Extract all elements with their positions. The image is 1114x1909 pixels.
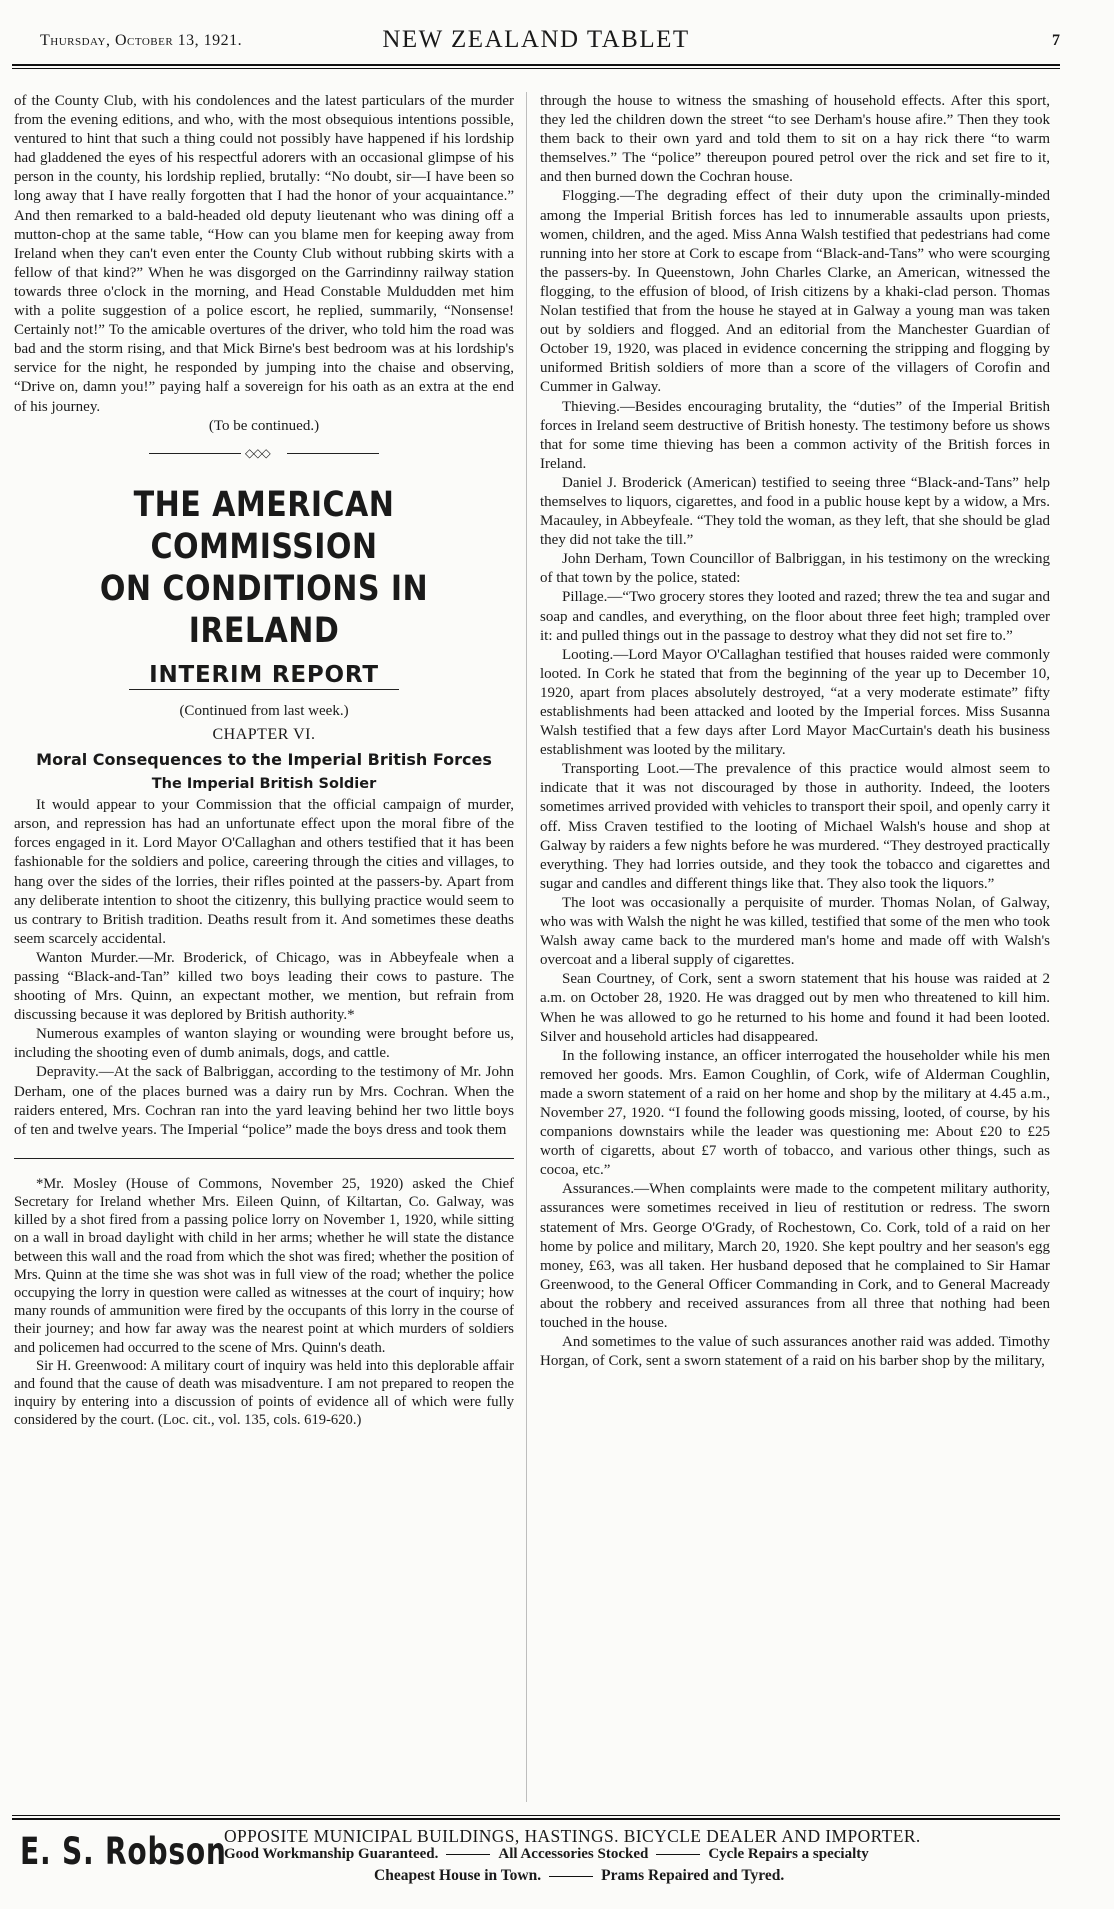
chapter-heading: CHAPTER VI. xyxy=(212,725,316,743)
article-paragraph: And sometimes to the value of such assurances another raid was added. Timothy Horgan, of Cork, sent a sworn statement of a raid on his barber shop by the military, xyxy=(540,1334,1050,1370)
article-paragraph: Thieving.—Besides encouraging brutality, the “duties” of the Imperial British forces in Ireland seem destructive of British honesty. The testimony before us shows that for some time thieving has been a common activity of the British forces in Ireland. xyxy=(540,398,1050,472)
issue-date: Thursday, October 13, 1921. xyxy=(40,32,243,49)
article-paragraph: Looting.—Lord Mayor O'Callaghan testified that houses raided were commonly looted. In Cork he stated that from the beginning of the year up to December 10, 1920, apart from places absolutely destroyed, “at a very moderate estimate” fifty establishments had been attacked and looted by the Imperial forces. Miss Susanna Walsh testified that a few days after Lord Mayor MacCurtain's death his business establishment was looted by the military. xyxy=(540,646,1050,759)
article-paragraph: Daniel J. Broderick (American) testified to seeing three “Black-and-Tans” help themselves to liquors, cigarettes, and food in a public house kept by a widow, a Mrs. Macauley, in Abbeyfeale. “They told the woman, as they left, that she should be glad they did not take the till.” xyxy=(540,474,1050,549)
article-paragraph: Assurances.—When complaints were made to the competent military authority, assurances were sometimes received in lieu of restitution or redress. The sworn statement of Mrs. George O'Grady, of Rochestown, Co. Cork, told of a raid on her home by police and military, March 20, 1920. She kept poultry and her season's egg money, £63, was all taken. Her husband deposed that he complained to Sir Hamar Greenwood, to the General Officer Commanding in Cork, and to General Macready about the robbery and received assurances from all three that nothing had been touched in the house. xyxy=(540,1181,1050,1331)
article-paragraph: John Derham, Town Councillor of Balbriggan, in his testimony on the wrecking of that town by the police, stated: xyxy=(540,551,1050,587)
footnote-paragraph: *Mr. Mosley (House of Commons, November 25, 1920) asked the Chief Secretary for Ireland whether Mrs. Eileen Quinn, of Kiltartan, Co. Galway, was killed by a shot fired from a passing police lorry on November 1, 1920, while sitting on a wall in broad daylight with child in her arms; whether he will state the distance between this wall and the road from which the shot was fired; whether the position of Mrs. Quinn at the time she was shot was in full view of the road; whether the police occupying the lorry in question were called as witnesses at the court of inquiry; how many rounds of ammunition were fired by the occupants of this lorry in the course of their journey; and how far away was the nearest point at which murders of soldiers and policemen had occurred to the scene of Mrs. Quinn's death. xyxy=(14,1175,514,1356)
footnote-paragraph: Sir H. Greenwood: A military court of inquiry was held into this deplorable affair and found that the cause of death was misadventure. I am not prepared to reopen the inquiry by entering into a discussion of points of evidence all of which were fully considered by the court. (Loc. cit., vol. 135, cols. 619-620.) xyxy=(14,1357,514,1429)
article-paragraph: through the house to witness the smashing of household effects. After this sport, they led the children down the street “to see Derham's house afire.” Then they took them back to their own yard and told them to sit on a hay rick there “to warm themselves.” The “police” thereupon poured petrol over the rick and set fire to it, and then burned down the Cochran house. xyxy=(540,93,1050,186)
page-number: 7 xyxy=(1052,32,1060,49)
article-paragraph: In the following instance, an officer interrogated the householder while his men removed her goods. Mrs. Eamon Coughlin, of Cork, wife of Alderman Coughlin, made a sworn statement of a raid on her home and shop by the military at 4.45 a.m., November 27, 1920. “I found the following goods missing, looted, of course, by his companions downstairs while the leader was questioning me: About £20 to £25 worth of cigaretts, about £7 worth of tobacco, and various other things, such as cocoa, etc.” xyxy=(540,1047,1050,1179)
advert-services-line xyxy=(224,1846,869,1863)
advert-prams: Prams Repaired and Tyred. xyxy=(601,1867,785,1884)
section-heading: Moral Consequences to the Imperial British Forces xyxy=(36,749,492,769)
column-divider xyxy=(526,92,527,1802)
article-paragraph: Depravity.—At the sack of Balbriggan, according to the testimony of Mr. John Derham, one of the places burned was a dairy run by Mrs. Cochran. When the raiders entered, Mrs. Cochran ran into the yard leaving behind her two little boys of ten and twelve years. The Imperial “police” made the boys dress and took them xyxy=(14,1064,514,1138)
advert-cheapest: Cheapest House in Town. xyxy=(374,1867,542,1884)
article-paragraph: It would appear to your Commission that the official campaign of murder, arson, and repression has had an unfortunate effect upon the moral fibre of the forces engaged in it. Lord Mayor O'Callaghan and others testified that it has been fashionable for the soldiers and police, careering through the cities and villages, to hang over the sides of the lorries, their rifles pointed at the passers-by. Apart from any deliberate intention to shoot the citizenry, this bullying practice would seem to us contrary to British tradition. Deaths result from it. And sometimes these deaths seem scarcely accidental. xyxy=(14,797,514,947)
article-paragraph: Pillage.—“Two grocery stores they looted and razed; threw the tea and sugar and soap and candles, and everything, on the floor about three feet high; trampled over it: and pulled things out in the passage to destroy what they did not set fire to.” xyxy=(540,589,1050,644)
advert-address-line: OPPOSITE MUNICIPAL BUILDINGS, HASTINGS. BICYCLE DEALER AND IMPORTER. xyxy=(224,1826,921,1846)
left-column xyxy=(14,92,514,1430)
right-column xyxy=(540,92,1050,1371)
masthead-rule xyxy=(12,64,1060,69)
advert-accessories: All Accessories Stocked xyxy=(498,1846,649,1862)
article-paragraph: Wanton Murder.—Mr. Broderick, of Chicago, was in Abbeyfeale when a passing “Black-and-Tan” killed two boys leading their cows to pasture. The shooting of Mrs. Quinn, an expectant mother, we mention, but refrain from discussing because it was deplored by British authority.* xyxy=(14,949,514,1024)
masthead xyxy=(12,26,1060,66)
footnote-rule xyxy=(14,1158,514,1159)
newspaper-title: NEW ZEALAND TABLET xyxy=(382,26,690,53)
footnote xyxy=(14,1175,514,1430)
article-title xyxy=(49,484,479,652)
advert-repairs: Cycle Repairs a specialty xyxy=(708,1846,869,1862)
advertisement xyxy=(12,1824,1060,1894)
section-ornament: ◇◇◇ xyxy=(149,446,379,462)
article-title-line-1: THE AMERICAN COMMISSION xyxy=(133,484,395,567)
article-paragraph: Numerous examples of wanton slaying or wounding were brought before us, including the shooting even of dumb animals, dogs, and cattle. xyxy=(14,1026,514,1062)
to-be-continued: (To be continued.) xyxy=(208,417,320,434)
serial-paragraph: of the County Club, with his condolences and the latest particulars of the murder from the evening editions, and who, with the most obsequious intentions possible, ventured to hint that such a thing could not possibly have happened if his lordship had gladdened the eyes of his respectful adorers with an occasional glimpse of his person in the county, his lordship replied, brutally: “No doubt, sir—I have been so long away that I have really forgotten that I had the honor of your acquaintance.” And then remarked to a bald-headed old deputy lieutenant who was dining off a mutton-chop at the same table, “How can you blame men for keeping away from Ireland when they can't even enter the County Club without rubbing skirts with a fellow of that kind?” When he was disgorged on the Garrindinny railway station towards three o'clock in the morning, and Head Constable Muldudden met him with a polite suggestion of a police escort, he replied, summarily, “Nonsense! Certainly not!” To the amicable overtures of the driver, who told him the road was bad and the storm rising, and that Mick Birne's best bedroom was at his lordship's service for the night, he responded by jumping into the chaise and observing, “Drive on, damn you!” paying half a sovereign for his oath as an extra at the end of his journey. xyxy=(14,93,514,415)
advert-slogan-line xyxy=(374,1867,784,1885)
article-title-line-2: ON CONDITIONS IN IRELAND xyxy=(99,568,429,651)
advert-rule xyxy=(12,1815,1060,1820)
article-paragraph: Transporting Loot.—The prevalence of this practice would almost seem to indicate that it was not discouraged by those in authority. Indeed, the looters sometimes arrived provided with vehicles to transport their spoil, and openly carry it off. Miss Craven testified to the looting of Michael Walsh's house and shop at Galway by raiders a few nights before he was murdered. “They destroyed practically everything. They had lorries outside, and they took the tobacco and cigarettes and sugar and candles and different things like that. They also took the liquors.” xyxy=(540,761,1050,892)
subsection-heading: The Imperial British Soldier xyxy=(151,776,377,793)
continued-note: (Continued from last week.) xyxy=(179,702,349,719)
article-paragraph: Sean Courtney, of Cork, sent a sworn statement that his house was raided at 2 a.m. on October 28, 1920. He was dragged out by men who threatened to kill him. When he was allowed to go he returned to his home and found it had been looted. Silver and household articles had disappeared. xyxy=(540,971,1050,1045)
article-paragraph: The loot was occasionally a perquisite of murder. Thomas Nolan, of Galway, who was with Walsh the night he was killed, testified that some of the men who took Walsh away came back to the murdered man's home and made off with Walsh's overcoat and a liberal supply of cigarettes. xyxy=(540,894,1050,969)
advertiser-name: E. S. Robson xyxy=(20,1830,227,1873)
article-paragraph: Flogging.—The degrading effect of their duty upon the criminally-minded among the Imperial British forces has led to innumerable assaults upon priests, women, children, and the aged. Miss Anna Walsh testified that pedestrians had come running into her store at Cork to escape from “Black-and-Tans” who were scourging the passers-by. In Queenstown, John Charles Clarke, an American, witnessed the flogging, to the effusion of blood, of Irish citizens by a khaki-clad person. Thomas Nolan testified that from the house he stayed at in Galway a young man was taken out by soldiers and flogged. And an editorial from the Manchester Guardian of October 19, 1920, was placed in evidence concerning the stripping and flogging by uniformed British soldiers of more than a score of the villagers of Corofin and Cummer in Galway. xyxy=(540,188,1050,396)
interim-report-heading: INTERIM REPORT xyxy=(129,666,399,690)
advert-workmanship: Good Workmanship Guaranteed. xyxy=(224,1846,439,1862)
